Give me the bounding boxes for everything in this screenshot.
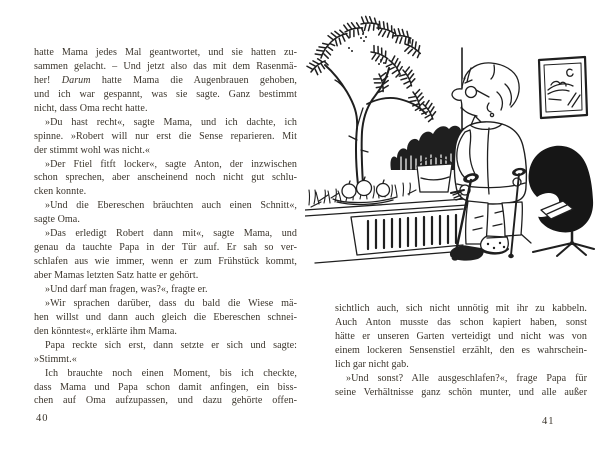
text-line: genau da tauchte Papa in der Tür auf. Er sah so ver- xyxy=(34,242,297,254)
text-line: »Und darf man fragen, was?«, fragte er. xyxy=(45,283,208,295)
text-line: schlafen aus wie immer, wenn er zum Frühstück kommt, xyxy=(34,256,297,268)
text-line: hatte Mama jedes Mal geantwortet, und sie hatten zu- xyxy=(34,47,297,58)
boot-right xyxy=(481,236,509,254)
left-page-text xyxy=(34,46,297,408)
framed-picture xyxy=(539,57,587,118)
text-line: Ich brauchte noch einen Moment, bis ich checkte, xyxy=(45,367,297,379)
illustration xyxy=(305,8,595,293)
text-line: sagte Oma. xyxy=(34,214,80,226)
text-line: sammen gelacht. – Und jetzt also das mit dem Rasenmä- xyxy=(34,60,297,72)
text-line: dass Mama und Papa schon damit anfingen, ein biss- xyxy=(34,381,297,393)
fruit-plate xyxy=(333,177,397,204)
text-line: »Das erledigt Robert dann mit«, sagte Mama, und xyxy=(45,228,297,240)
text-line: aber Mamas letzten Satz hatte er gehört. xyxy=(34,270,199,281)
text-line: lich gar nicht gab. xyxy=(335,358,409,370)
text-line: »Und die Ebereschen bräuchten auch einen Schnitt«, xyxy=(45,200,297,212)
text-line: und ich war gespannt, was sie sagte. Ganz bestimmt xyxy=(34,88,297,100)
text-line: einem lockeren Sensenstiel erzählt, den es wahrschein- xyxy=(335,344,587,356)
text-line: spinne. »Robert will nur erst die Sense reparieren. Mit xyxy=(34,130,297,142)
text-line: Auch Anton musste das schon kapiert haben, sonst xyxy=(335,316,587,328)
page-number-right: 41 xyxy=(542,416,555,427)
right-page-text xyxy=(335,302,587,400)
glasses-lens xyxy=(466,87,477,98)
text-line: »Du hast recht«, sagte Mama, und ich dachte, ich xyxy=(45,116,297,128)
text-line: »Stimmt.« xyxy=(34,353,77,365)
grandma-figure xyxy=(451,63,527,261)
text-line: »Und sonst? Alle ausgeschlafen?«, frage Papa für xyxy=(346,372,587,384)
text-line: seine Verhältnisse ganz schön munter, und alle außer xyxy=(335,386,587,398)
berry-clusters xyxy=(348,33,385,65)
text-line: sichtlich auch, sich nicht unnötig mit ihr zu kabbeln. xyxy=(335,303,587,314)
text-line: cken konnte. xyxy=(34,186,87,198)
text-line: hen willst und dann auch gleich die Ebereschen schnei- xyxy=(34,311,297,323)
page-number-left: 40 xyxy=(36,413,49,424)
text-line: schon sprechen, aber anscheinend noch nicht gut schlu- xyxy=(34,172,297,184)
text-line: den könntest«, erklärte ihm Mama. xyxy=(34,325,177,337)
text-line: nicht, dass Oma recht hatte. xyxy=(34,102,148,114)
text-line: hätte er unseren Garten verteidigt und nicht was von xyxy=(335,330,587,342)
text-line: Papa reckte sich erst, dann setzte er sich und sagte: xyxy=(45,339,297,351)
text-line: »Der Ftiel fitft locker«, sagte Anton, der inzwischen xyxy=(45,158,297,170)
text-line: chen auf Oma aufzupassen, und dazu gehörte offen- xyxy=(34,395,297,407)
text-line: her! Darum hatte Mama die Augenbrauen gehoben, xyxy=(34,74,297,86)
text-line: »Wir sprachen darüber, dass du bald die Wiese mä- xyxy=(45,297,297,309)
text-line: der stimmt wohl was nicht.« xyxy=(34,144,151,156)
